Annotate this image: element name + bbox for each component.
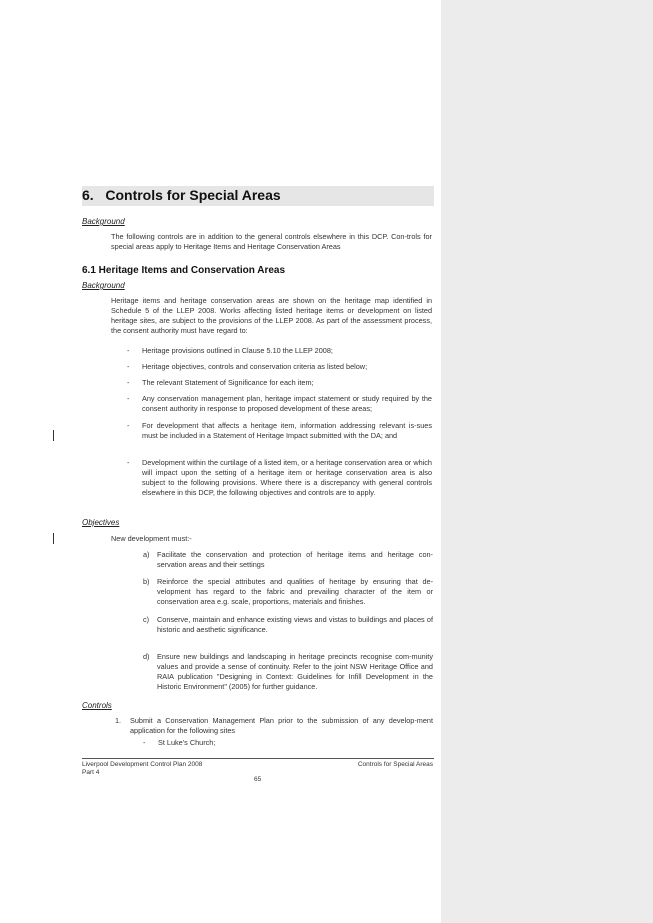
chapter-title xyxy=(82,187,281,203)
objectives-heading: Objectives xyxy=(82,518,120,527)
background-paragraph: The following controls are in addition to the general controls elsewhere in this DCP. Con-trols for special areas apply to Heritage Items and Heritage Conservation Areas xyxy=(111,232,432,251)
chapter-number: 6. xyxy=(82,187,94,203)
footer-left-line2: Part 4 xyxy=(82,769,100,776)
background-heading: Background xyxy=(82,217,125,226)
comment-margin-pane xyxy=(441,0,653,923)
footer-divider xyxy=(82,758,434,759)
change-bar xyxy=(53,533,54,544)
chapter-title-text: Controls for Special Areas xyxy=(105,187,281,203)
chapter-heading-band xyxy=(82,186,434,206)
objectives-lead: New development must:- xyxy=(111,534,192,543)
footer-left-line1: Liverpool Development Control Plan 2008 xyxy=(82,761,203,768)
change-bar xyxy=(53,430,54,441)
background-heading-2: Background xyxy=(82,281,125,290)
controls-heading: Controls xyxy=(82,701,112,710)
section-title: 6.1 Heritage Items and Conservation Areas xyxy=(82,265,286,276)
page-number: 65 xyxy=(254,776,262,783)
footer-right: Controls for Special Areas xyxy=(357,761,433,768)
background-intro: Heritage items and heritage conservation areas are shown on the heritage map identified in Schedule 5 of the LLEP 2008. Works affecting listed heritage items or development on listed heritage sites, are subject to the provisions of the LLEP 2008. As part of the assessment process, the consent authority must have regard to: xyxy=(111,296,432,335)
